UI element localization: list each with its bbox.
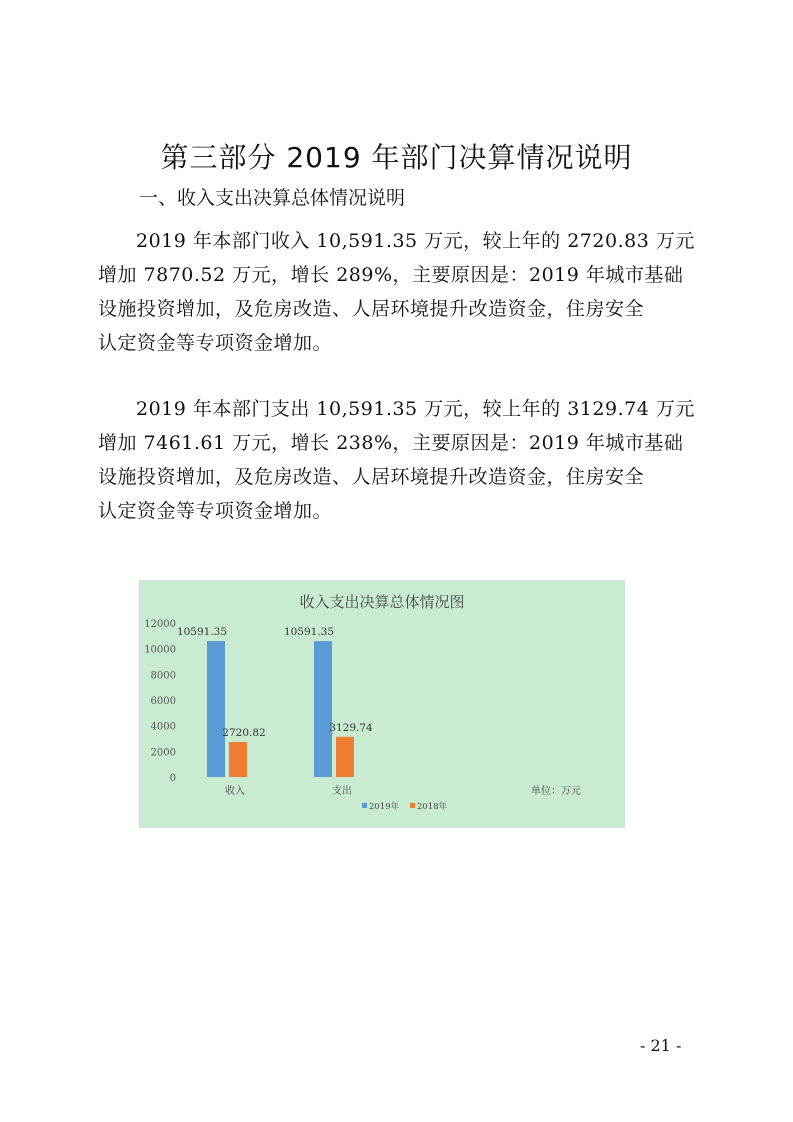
paragraph-income <box>98 224 708 360</box>
unit-note: 单位：万元 <box>531 786 581 797</box>
bar-2018-1 <box>336 737 354 777</box>
paragraph-line: 认定资金等专项资金增加。 <box>98 500 333 522</box>
section-heading: 一、收入支出决算总体情况说明 <box>139 187 406 209</box>
data-label: 10591.35 <box>283 626 335 639</box>
page-number: - 21 - <box>640 1036 682 1055</box>
paragraph-line: 增加 7870.52 万元，增长 289%，主要原因是：2019 年城市基础 <box>98 264 684 286</box>
paragraph-line: 设施投资增加，及危房改造、人居环境提升改造资金，住房安全 <box>98 466 645 488</box>
y-tick-label: 4000 <box>150 721 176 733</box>
data-label: 10591.35 <box>176 626 228 639</box>
bar-2019-1 <box>314 641 332 777</box>
x-category-label: 收入 <box>225 786 245 797</box>
y-tick-label: 0 <box>169 773 176 784</box>
chart-title: 收入支出决算总体情况图 <box>299 593 465 611</box>
y-tick-label: 8000 <box>150 670 176 682</box>
data-label: 3129.74 <box>329 721 373 734</box>
y-tick-label: 2000 <box>150 747 176 759</box>
legend-swatch <box>362 803 367 808</box>
y-tick-label: 6000 <box>150 696 176 707</box>
bar-2018-0 <box>229 742 247 777</box>
y-tick-label: 12000 <box>144 619 176 630</box>
income-expenditure-chart <box>139 580 625 828</box>
paragraph-line: 设施投资增加，及危房改造、人居环境提升改造资金，住房安全 <box>98 298 645 320</box>
paragraph-expenditure <box>98 392 708 528</box>
legend-label: 2019年 <box>369 802 400 812</box>
paragraph-line: 2019 年本部门支出 10,591.35 万元，较上年的 3129.74 万元 <box>136 398 695 420</box>
chart-canvas <box>140 581 624 827</box>
paragraph-line: 2019 年本部门收入 10,591.35 万元，较上年的 2720.83 万元 <box>136 230 695 252</box>
bar-2019-0 <box>207 641 225 777</box>
paragraph-line: 认定资金等专项资金增加。 <box>98 332 333 354</box>
legend-label: 2018年 <box>417 802 448 812</box>
y-tick-label: 10000 <box>144 644 176 656</box>
legend-swatch <box>410 803 415 808</box>
x-category-label: 支出 <box>332 786 352 797</box>
paragraph-line: 增加 7461.61 万元，增长 238%，主要原因是：2019 年城市基础 <box>98 432 684 454</box>
page-title: 第三部分 2019 年部门决算情况说明 <box>160 141 633 174</box>
data-label: 2720.82 <box>222 727 266 740</box>
